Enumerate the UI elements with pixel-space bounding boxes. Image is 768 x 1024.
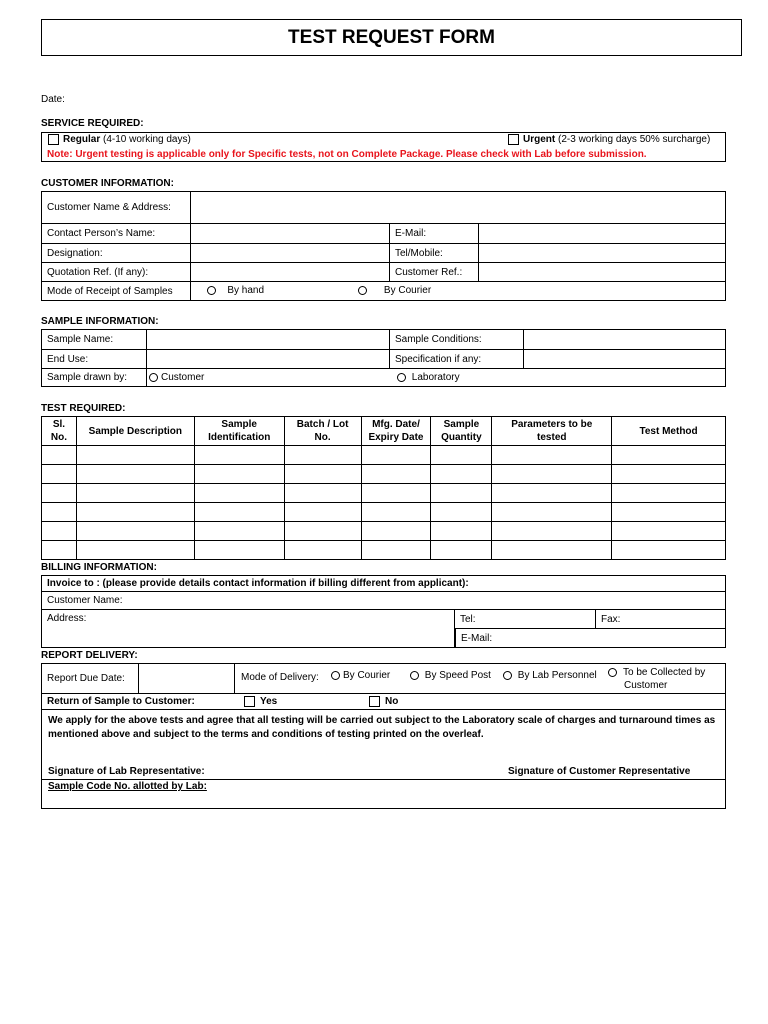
email-label: E-Mail: [389,224,478,243]
invoice-to-label: Invoice to : (please provide details contact information if billing different from applicant): [47,578,469,589]
sample-name-field[interactable] [146,330,389,349]
sample-heading: SAMPLE INFORMATION: [41,316,159,327]
delivery-speed-post-radio[interactable] [410,671,419,680]
tel-mobile-field[interactable] [478,244,725,262]
table-cell[interactable] [361,503,431,522]
delivery-collected-label-2: Customer [624,680,668,691]
drawn-by-customer-label: Customer [161,372,205,383]
sample-table [41,329,726,387]
report-due-date-field[interactable] [138,664,234,693]
table-row [42,465,726,484]
sample-conditions-label: Sample Conditions: [389,330,523,349]
delivery-collected-label-1: To be Collected by [623,667,706,678]
delivery-lab-radio[interactable] [503,671,512,680]
sig-customer-label: Signature of Customer Representative [508,766,691,777]
delivery-lab-option[interactable] [503,670,597,681]
drawn-by-customer-option[interactable] [149,372,204,383]
table-cell[interactable] [492,503,612,522]
delivery-speed-post-option[interactable] [410,670,491,681]
urgent-label: Urgent [523,134,556,146]
table-cell[interactable] [492,446,612,465]
drawn-by-options [146,369,725,386]
drawn-by-laboratory-label: Laboratory [411,372,460,383]
table-cell[interactable] [284,522,361,541]
return-sample-label: Return of Sample to Customer: [47,696,195,707]
report-table [41,663,726,809]
table-cell[interactable] [194,484,284,503]
table-cell[interactable] [612,484,726,503]
col-sample-identification: Sample Identification [194,417,284,446]
delivery-collected-radio[interactable] [608,668,617,677]
col-sample-quantity: Sample Quantity [431,417,492,446]
customer-ref-field[interactable] [478,263,725,281]
table-cell[interactable] [492,541,612,560]
return-yes-option[interactable] [244,696,277,707]
by-hand-label: By hand [227,285,265,296]
table-cell[interactable] [76,446,194,465]
date-label: Date: [41,94,65,105]
table-cell[interactable] [431,465,492,484]
drawn-by-laboratory-option[interactable] [397,372,460,383]
table-cell[interactable] [42,503,77,522]
delivery-courier-label: By Courier [343,670,391,681]
table-cell[interactable] [431,484,492,503]
service-heading: SERVICE REQUIRED: [41,118,144,129]
table-row [42,503,726,522]
table-cell[interactable] [76,503,194,522]
drawn-by-customer-radio[interactable] [149,373,158,382]
return-yes-label: Yes [260,696,278,708]
regular-label: Regular [63,134,101,146]
table-cell[interactable] [361,522,431,541]
return-yes-checkbox[interactable] [244,696,255,707]
table-cell[interactable] [284,541,361,560]
customer-table [41,191,726,301]
mode-receipt-label: Mode of Receipt of Samples [47,285,173,297]
table-cell[interactable] [361,446,431,465]
specification-field[interactable] [523,350,725,368]
table-cell[interactable] [42,465,77,484]
delivery-courier-radio[interactable] [331,671,340,680]
designation-field[interactable] [190,244,389,262]
agreement-cell [42,710,725,779]
table-cell[interactable] [284,446,361,465]
table-cell[interactable] [194,465,284,484]
mode-receipt-options [190,282,725,300]
table-cell[interactable] [612,465,726,484]
regular-note: (4-10 working days) [103,134,191,146]
table-cell[interactable] [361,484,431,503]
quotation-ref-field[interactable] [190,263,389,281]
quotation-ref-label: Quotation Ref. (If any): [47,266,149,278]
customer-name-address-label: Customer Name & Address: [47,202,171,213]
by-courier-label: By Courier [383,285,432,296]
delivery-mode-cell [234,664,725,693]
table-cell[interactable] [431,446,492,465]
tests-heading: TEST REQUIRED: [41,403,126,414]
return-no-label: No [385,696,399,708]
table-row [42,541,726,560]
by-hand-option[interactable] [207,285,264,296]
table-cell[interactable] [492,465,612,484]
col-batch-lot: Batch / Lot No. [284,417,361,446]
table-cell[interactable] [194,522,284,541]
by-courier-option[interactable] [358,285,431,296]
col-sample-description: Sample Description [76,417,194,446]
drawn-by-label: Sample drawn by: [47,372,128,383]
billing-customer-name[interactable]: Customer Name: [47,595,123,606]
urgent-note: (2-3 working days 50% surcharge) [558,134,711,146]
form-title: TEST REQUEST FORM [41,19,742,56]
table-cell[interactable] [76,522,194,541]
email-field[interactable] [478,224,725,243]
table-cell[interactable] [361,541,431,560]
table-cell[interactable] [492,484,612,503]
col-parameters: Parameters to be tested [492,417,612,446]
report-heading: REPORT DELIVERY: [41,650,138,661]
table-cell[interactable] [284,484,361,503]
customer-heading: CUSTOMER INFORMATION: [41,178,174,189]
tests-header-row [42,417,726,446]
urgent-option[interactable] [508,134,710,145]
table-cell[interactable] [194,503,284,522]
designation-label: Designation: [47,247,103,259]
table-cell[interactable] [361,465,431,484]
sample-code-cell[interactable] [42,780,725,808]
delivery-courier-option[interactable] [331,670,390,681]
contact-name-field[interactable] [190,224,389,243]
sample-name-label: Sample Name: [47,334,114,345]
by-hand-radio[interactable] [207,286,216,295]
drawn-by-laboratory-radio[interactable] [397,373,406,382]
table-cell[interactable] [42,446,77,465]
table-cell[interactable] [431,522,492,541]
contact-name-label: Contact Person’s Name: [47,228,156,239]
table-row [42,484,726,503]
table-cell[interactable] [492,522,612,541]
delivery-mode-label: Mode of Delivery: [241,672,319,683]
col-mfg-expiry: Mfg. Date/ Expiry Date [361,417,431,446]
service-box [41,132,726,162]
billing-email[interactable]: E-Mail: [455,629,725,647]
table-cell[interactable] [431,541,492,560]
table-cell[interactable] [284,503,361,522]
end-use-label: End Use: [47,353,89,365]
table-cell[interactable] [42,484,77,503]
sample-conditions-field[interactable] [523,330,725,349]
table-row [42,446,726,465]
col-test-method: Test Method [612,417,726,446]
specification-label: Specification if any: [389,350,523,368]
table-cell[interactable] [612,541,726,560]
customer-ref-label: Customer Ref.: [389,263,478,281]
sample-code-label: Sample Code No. allotted by Lab: [48,781,207,792]
regular-option[interactable] [48,134,191,145]
billing-fax[interactable]: Fax: [595,610,725,628]
return-sample-row [42,694,725,709]
tests-table [41,416,726,560]
urgent-note-warning: Note: Urgent testing is applicable only for Specific tests, not on Complete Package. Please check with Lab before submission. [47,149,647,160]
billing-heading: BILLING INFORMATION: [41,562,157,573]
billing-tel[interactable]: Tel: [460,613,476,625]
tel-mobile-label: Tel/Mobile: [389,244,478,262]
table-cell[interactable] [612,522,726,541]
return-no-option[interactable] [369,696,398,707]
delivery-lab-label: By Lab Personnel [517,670,597,681]
regular-checkbox[interactable] [48,134,59,145]
table-cell[interactable] [612,446,726,465]
delivery-collected-option[interactable] [608,667,705,678]
col-sl-no: Sl. No. [42,417,77,446]
table-cell[interactable] [42,522,77,541]
billing-table [41,575,726,648]
table-cell[interactable] [284,465,361,484]
agreement-text: We apply for the above tests and agree that all testing will be carried out subject to the Laboratory scale of charges and turnaround times as mentioned above and subject to the terms and conditions of testing printed on the overleaf. [48,715,716,740]
table-cell[interactable] [194,541,284,560]
customer-name-address-field[interactable] [190,192,725,223]
end-use-field[interactable] [146,350,389,368]
sig-lab-label: Signature of Lab Representative: [48,766,205,777]
delivery-speed-post-label: By Speed Post [424,670,491,681]
table-cell[interactable] [42,541,77,560]
report-due-date-label: Report Due Date: [47,673,125,684]
table-row [42,522,726,541]
table-cell[interactable] [76,484,194,503]
table-cell[interactable] [76,465,194,484]
return-no-checkbox[interactable] [369,696,380,707]
by-courier-radio[interactable] [358,286,367,295]
table-cell[interactable] [431,503,492,522]
billing-address[interactable]: Address: [47,613,87,624]
table-cell[interactable] [76,541,194,560]
urgent-checkbox[interactable] [508,134,519,145]
table-cell[interactable] [612,503,726,522]
table-cell[interactable] [194,446,284,465]
